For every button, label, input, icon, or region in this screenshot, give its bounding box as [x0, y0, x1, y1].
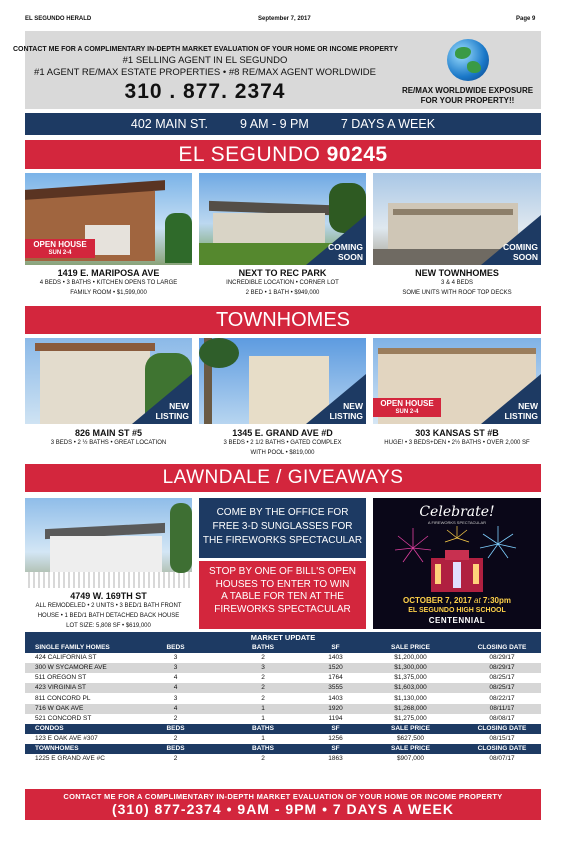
- table-cell: 4: [138, 683, 213, 693]
- table-row: [25, 683, 541, 693]
- market-header-cell: SALE PRICE: [358, 643, 463, 653]
- table-cell: $1,268,000: [358, 704, 463, 714]
- ribbon-line-2: LISTING: [329, 411, 363, 421]
- table-cell: 1: [213, 714, 313, 724]
- table-cell: $1,200,000: [358, 653, 463, 663]
- office-info-bar: [25, 113, 541, 135]
- table-cell: 4: [138, 704, 213, 714]
- table-cell: 08/25/17: [463, 683, 541, 693]
- celebrate-date-line: [373, 596, 541, 605]
- listing-photo-grand-ave[interactable]: [199, 338, 366, 424]
- market-header-cell: SALE PRICE: [358, 744, 463, 754]
- listing-photo-rec-park[interactable]: [199, 173, 366, 265]
- listing-price: WITH POOL • $819,000: [250, 450, 315, 456]
- promo-line: THE FIREWORKS SPECTACULAR: [202, 535, 363, 546]
- market-header-cell: SINGLE FAMILY HOMES: [25, 643, 138, 653]
- market-header-cell: CLOSING DATE: [463, 724, 541, 734]
- promo-line: FREE 3-D SUNGLASSES FOR: [212, 521, 353, 532]
- open-house-time: SUN 2-4: [48, 250, 72, 256]
- table-cell: $907,000: [358, 754, 463, 764]
- table-cell: 1403: [313, 693, 358, 703]
- listing-title: 1419 E. MARIPOSA AVE: [57, 268, 160, 278]
- table-cell: 08/29/17: [463, 653, 541, 663]
- table-cell: 1520: [313, 663, 358, 673]
- table-cell: 511 OREGON ST: [25, 673, 138, 683]
- listing-photo-kansas[interactable]: [373, 338, 541, 424]
- listing-photo-169th[interactable]: [25, 498, 192, 588]
- listing-details-1: ALL REMODELED • 2 UNITS • 3 BED/1 BATH FRONT: [35, 603, 182, 609]
- market-header-cell: BEDS: [138, 744, 213, 754]
- celebrate-script: Celebrate!: [419, 504, 495, 520]
- remax-exposure: [395, 86, 540, 106]
- market-header-cell: BATHS: [213, 643, 313, 653]
- promo-sunglasses: [199, 498, 366, 558]
- market-header-cell: BEDS: [138, 724, 213, 734]
- new-listing-text-3: [504, 401, 538, 421]
- celebrate-school: EL SEGUNDO HIGH SCHOOL: [408, 607, 506, 614]
- open-house-time: SUN 2-4: [395, 409, 419, 415]
- ribbon-line-2: LISTING: [504, 411, 538, 421]
- table-cell: 08/25/17: [463, 673, 541, 683]
- agent-rank-1: #1 SELLING AGENT IN EL SEGUNDO: [122, 55, 288, 66]
- listing-details: INCREDIBLE LOCATION • CORNER LOT: [226, 280, 339, 286]
- listing-caption-169th: [25, 591, 192, 631]
- exposure-line-1: RE/MAX WORLDWIDE EXPOSURE: [401, 86, 534, 95]
- celebrate-time: 7:30pm: [482, 596, 511, 605]
- table-cell: 1194: [313, 714, 358, 724]
- market-header-cell: BEDS: [138, 643, 213, 653]
- table-cell: 1863: [313, 754, 358, 764]
- promo-table-giveaway: [199, 561, 366, 629]
- listing-caption-mariposa: [25, 268, 192, 298]
- table-cell: 2: [213, 673, 313, 683]
- table-cell: 1764: [313, 673, 358, 683]
- footer-cta: [25, 789, 541, 820]
- ribbon-line-1: NEW: [343, 401, 363, 411]
- open-house-badge: [25, 239, 95, 258]
- table-cell: $1,375,000: [358, 673, 463, 683]
- table-cell: 1920: [313, 704, 358, 714]
- fireworks-poster: [373, 498, 541, 629]
- listing-caption-rec-park: [199, 268, 366, 298]
- table-cell: 3: [138, 693, 213, 703]
- table-cell: 2: [213, 653, 313, 663]
- market-group-header: [25, 744, 541, 754]
- new-listing-text-2: [329, 401, 363, 421]
- promo-line: HOUSES TO ENTER TO WIN: [215, 578, 350, 590]
- ribbon-line-2: SOON: [337, 252, 363, 262]
- agent-phone[interactable]: 310 . 877. 2374: [124, 80, 286, 103]
- celebrate-tag: A FIREWORKS SPECTACULAR: [427, 520, 487, 525]
- listing-title: 303 KANSAS ST #B: [415, 428, 499, 438]
- market-header-cell: SF: [313, 643, 358, 653]
- listing-photo-826-main[interactable]: [25, 338, 192, 424]
- table-cell: 08/29/17: [463, 663, 541, 673]
- listing-title: 4749 W. 169TH ST: [70, 591, 147, 601]
- listing-details: 3 BEDS • 2 1/2 BATHS • GATED COMPLEX: [223, 440, 342, 446]
- table-cell: 3555: [313, 683, 358, 693]
- listing-photo-mariposa[interactable]: [25, 173, 192, 265]
- market-table: [25, 643, 541, 764]
- table-cell: 123 E OAK AVE #307: [25, 734, 138, 744]
- table-cell: 2: [138, 754, 213, 764]
- newspaper-name: EL SEGUNDO HERALD: [25, 16, 92, 22]
- table-row: [25, 714, 541, 724]
- table-cell: 2: [213, 683, 313, 693]
- listing-price: FAMILY ROOM • $1,599,000: [70, 290, 147, 296]
- celebrate-at: at: [474, 596, 481, 605]
- listing-caption-826-main: [25, 428, 192, 448]
- issue-date: September 7, 2017: [258, 16, 311, 22]
- footer-line-2[interactable]: (310) 877-2374 • 9AM - 9PM • 7 DAYS A WEEK: [111, 801, 455, 817]
- listing-photo-townhomes[interactable]: [373, 173, 541, 265]
- market-header-cell: BATHS: [213, 724, 313, 734]
- open-house-label: OPEN HOUSE: [33, 240, 87, 249]
- table-cell: $1,300,000: [358, 663, 463, 673]
- office-address: 402 MAIN ST.: [130, 117, 209, 131]
- ribbon-line-1: COMING: [503, 242, 538, 252]
- listing-price: LOT SIZE: 5,808 SF • $619,000: [66, 623, 151, 629]
- ribbon-line-2: LISTING: [155, 411, 189, 421]
- listing-details-2: SOME UNITS WITH ROOF TOP DECKS: [402, 290, 512, 296]
- table-cell: 08/08/17: [463, 714, 541, 724]
- table-cell: $627,500: [358, 734, 463, 744]
- market-header-cell: CLOSING DATE: [463, 643, 541, 653]
- section-zip: 90245: [326, 143, 388, 166]
- coming-soon-text: [328, 242, 363, 262]
- page-number: Page 9: [516, 16, 536, 22]
- table-cell: 716 W OAK AVE: [25, 704, 138, 714]
- table-cell: 3: [213, 663, 313, 673]
- table-cell: $1,130,000: [358, 693, 463, 703]
- promo-line: A TABLE FOR TEN AT THE: [221, 591, 344, 602]
- table-cell: 3: [138, 663, 213, 673]
- listing-details: 4 BEDS • 3 BATHS • KITCHEN OPENS TO LARGE: [39, 280, 178, 286]
- table-cell: 08/07/17: [463, 754, 541, 764]
- market-group-header: [25, 643, 541, 653]
- globe-icon: [447, 39, 489, 81]
- table-cell: 08/15/17: [463, 734, 541, 744]
- listing-title: 1345 E. GRAND AVE #D: [232, 428, 333, 438]
- listing-details: 3 BEDS • 2 ½ BATHS • GREAT LOCATION: [50, 440, 167, 446]
- table-row: [25, 653, 541, 663]
- table-cell: 811 CONCORD PL: [25, 693, 138, 703]
- section-lawndale: LAWNDALE / GIVEAWAYS: [25, 464, 541, 492]
- listing-details: HUGE! • 3 BEDS+DEN • 2½ BATHS • OVER 2,000 SF: [384, 440, 530, 446]
- office-hours: 9 AM - 9 PM: [240, 117, 309, 131]
- open-house-badge-2: [373, 398, 441, 417]
- promo-line: COME BY THE OFFICE FOR: [216, 507, 349, 518]
- listing-title: NEXT TO REC PARK: [238, 268, 327, 278]
- agent-rank-2: #1 AGENT RE/MAX ESTATE PROPERTIES • #8 RE/MAX AGENT WORLDWIDE: [34, 67, 376, 78]
- celebrate-date: OCTOBER 7, 2017: [403, 596, 472, 605]
- market-update: [25, 632, 541, 764]
- table-cell: 2: [213, 754, 313, 764]
- ribbon-line-2: SOON: [512, 252, 538, 262]
- table-cell: 1403: [313, 653, 358, 663]
- section-townhomes: TOWNHOMES: [25, 306, 541, 334]
- table-cell: 1: [213, 734, 313, 744]
- promo-line: STOP BY ONE OF BILL'S OPEN: [209, 566, 356, 577]
- table-cell: 08/11/17: [463, 704, 541, 714]
- market-header-cell: BATHS: [213, 744, 313, 754]
- table-row: [25, 734, 541, 744]
- office-days: 7 DAYS A WEEK: [340, 117, 436, 131]
- table-row: [25, 663, 541, 673]
- market-header-cell: CLOSING DATE: [463, 744, 541, 754]
- table-cell: 2: [213, 693, 313, 703]
- section-el-segundo-text: EL SEGUNDO: [178, 143, 327, 166]
- promo-line: FIREWORKS SPECTACULAR: [214, 603, 351, 615]
- listing-details-2: HOUSE • 1 BED/1 BATH DETACHED BACK HOUSE: [37, 613, 180, 619]
- celebrate-centennial: CENTENNIAL: [428, 616, 486, 625]
- market-header-cell: CONDOS: [25, 724, 138, 734]
- market-update-title: MARKET UPDATE: [25, 632, 541, 643]
- market-header-cell: SF: [313, 724, 358, 734]
- market-header-cell: TOWNHOMES: [25, 744, 138, 754]
- table-cell: 1256: [313, 734, 358, 744]
- table-cell: 1225 E GRAND AVE #C: [25, 754, 138, 764]
- listing-details: 3 & 4 BEDS: [440, 280, 473, 286]
- table-row: [25, 673, 541, 683]
- table-cell: $1,603,000: [358, 683, 463, 693]
- table-cell: 4: [138, 673, 213, 683]
- table-cell: 08/22/17: [463, 693, 541, 703]
- footer-line-1: CONTACT ME FOR A COMPLIMENTARY IN-DEPTH MARKET EVALUATION OF YOUR HOME OR INCOME PROPERTY: [63, 792, 503, 801]
- table-cell: 300 W SYCAMORE AVE: [25, 663, 138, 673]
- table-cell: 3: [138, 653, 213, 663]
- ribbon-line-1: NEW: [518, 401, 538, 411]
- agent-contact-line: CONTACT ME FOR A COMPLIMENTARY IN-DEPTH MARKET EVALUATION OF YOUR HOME OR INCOME PROPERTY: [13, 46, 398, 53]
- listing-caption-grand-ave: [199, 428, 366, 458]
- listing-title: 826 MAIN ST #5: [74, 428, 143, 438]
- exposure-line-2: FOR YOUR PROPERTY!!: [420, 96, 515, 105]
- ribbon-line-1: NEW: [169, 401, 189, 411]
- table-row: [25, 704, 541, 714]
- market-header-cell: SALE PRICE: [358, 724, 463, 734]
- table-row: [25, 693, 541, 703]
- listing-caption-kansas: [373, 428, 541, 448]
- table-row: [25, 754, 541, 764]
- listing-title: NEW TOWNHOMES: [415, 268, 499, 278]
- listing-price: 2 BED • 1 BATH • $949,000: [245, 290, 320, 296]
- ribbon-line-1: COMING: [328, 242, 363, 252]
- table-cell: 2: [138, 714, 213, 724]
- open-house-label: OPEN HOUSE: [380, 399, 434, 408]
- coming-soon-text-2: [503, 242, 538, 262]
- market-header-cell: SF: [313, 744, 358, 754]
- table-cell: 1: [213, 704, 313, 714]
- table-cell: 423 VIRGINIA ST: [25, 683, 138, 693]
- table-cell: $1,275,000: [358, 714, 463, 724]
- new-listing-text: [155, 401, 189, 421]
- market-group-header: [25, 724, 541, 734]
- table-cell: 521 CONCORD ST: [25, 714, 138, 724]
- table-cell: 2: [138, 734, 213, 744]
- listing-caption-townhomes: [373, 268, 541, 298]
- section-el-segundo: [25, 140, 541, 169]
- table-cell: 424 CALIFORNIA ST: [25, 653, 138, 663]
